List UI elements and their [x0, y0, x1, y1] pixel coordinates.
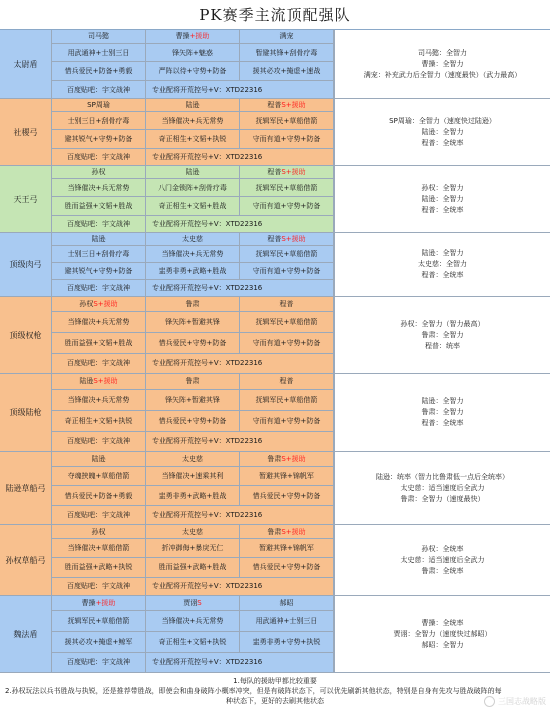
- skill-cell: 夺魂挟魄+草船借箭: [52, 467, 146, 487]
- general-name: [146, 374, 240, 390]
- assist-tag: S+援助: [281, 454, 306, 463]
- team-block: [0, 297, 550, 374]
- skill-cell: 盅勇非勇+守势+执锐: [240, 632, 334, 653]
- team-notes: [334, 297, 550, 373]
- note-line: 陆逊：全智力: [421, 397, 464, 405]
- team-name: 顶级肉弓: [0, 233, 52, 296]
- skill-cell: 奇正相生+文韬+执锐: [52, 411, 146, 432]
- team-name: 社稷弓: [0, 99, 52, 165]
- general-label: 鲁肃: [185, 377, 200, 386]
- skill-cell: 胜而益强+武略+执锐: [52, 558, 146, 577]
- skill-cell: 抚辑军民+草船借箭: [240, 390, 334, 411]
- skill-cell: 士别三日+刮骨疗毒: [52, 112, 146, 130]
- note-line: 程普：全统率: [421, 271, 464, 279]
- note-line: 程普：全统率: [421, 205, 464, 214]
- general-name: [52, 30, 146, 44]
- general-label: 满宠: [279, 32, 294, 41]
- team-grid: [52, 30, 334, 98]
- general-name: [52, 166, 146, 179]
- note-line: 司马懿：全智力: [418, 48, 467, 57]
- skill-cell: 暂避其锋+锦帆军: [240, 539, 334, 558]
- skill-cell: 守而有道+守势+防备: [240, 333, 334, 354]
- promo-contact: 专业配将开荒控号+V：XTD22316: [146, 354, 334, 374]
- skill-cell: 惜兵爱民+防备+勇毅: [52, 62, 146, 81]
- assist-tag: +援助: [189, 32, 210, 41]
- note-line: 鲁肃：全智力（速度最快）: [400, 494, 485, 503]
- general-label: 太史慈: [182, 234, 203, 243]
- team-name: 孙权草船弓: [0, 525, 52, 595]
- watermark-logo-icon: [484, 696, 495, 707]
- skill-cell: 守而有道+守势+防备: [240, 130, 334, 148]
- skill-cell: 援其必攻+掩虚+速战: [240, 62, 334, 81]
- skill-cell: 暂避其锋+锦帆军: [240, 467, 334, 487]
- general-label: 曹操: [175, 32, 190, 41]
- team-notes: [334, 452, 550, 524]
- note-line: 孙权：全统率: [421, 544, 464, 553]
- skill-cell: 避其锐气+守势+防备: [52, 263, 146, 280]
- assist-tag: S+援助: [281, 101, 306, 110]
- footer-line-2: 2.孙权玩法以兵书胜战与执锐，还是推荐带胜战，即使会和曲身破阵小概率冲突，但是有破阵状态下，可以优先刷新其他状态，特别是自身有先攻与胜战破阵的每: [5, 687, 502, 695]
- tieba-credit: 百度贴吧：宇文战神: [52, 432, 146, 452]
- general-label: 曹操: [81, 599, 96, 608]
- assist-tag: +援助: [95, 599, 116, 608]
- general-name: [240, 525, 334, 539]
- skill-cell: 守而有道+守势+防备: [240, 197, 334, 215]
- general-name: [240, 233, 334, 246]
- skill-cell: 胜而益强+文韬+胜战: [52, 333, 146, 354]
- note-line: 孙权：全智力: [421, 183, 464, 192]
- footer-line-3: 种状态下，更好的去刷其他状态: [226, 697, 324, 705]
- general-name: [240, 297, 334, 312]
- page-title: PK赛季主流顶配强队: [0, 0, 550, 30]
- assist-tag: S+援助: [281, 527, 306, 536]
- skill-cell: 锋矢阵+暂避其锋: [146, 312, 240, 333]
- general-label: 程普: [267, 101, 282, 110]
- skill-cell: 惜兵爱民+守势+防备: [146, 333, 240, 354]
- general-name: [146, 596, 240, 611]
- note-line: 太史慈：适当速度后全武力: [400, 555, 485, 564]
- note-line: 太史慈：适当速度后全武力: [400, 483, 485, 492]
- team-notes: [334, 596, 550, 672]
- note-line: 太史慈：全智力: [418, 260, 467, 268]
- team-name: 魏法盾: [0, 596, 52, 672]
- team-block: [0, 30, 550, 99]
- note-line: SP周瑜：全智力（速度快过陆逊）: [389, 116, 496, 125]
- team-block: [0, 99, 550, 166]
- promo-contact: 专业配将开荒控号+V：XTD22316: [146, 81, 334, 99]
- general-name: [146, 452, 240, 467]
- general-name: [52, 452, 146, 467]
- note-line: 曹操：全统率: [421, 618, 464, 627]
- promo-contact: 专业配将开荒控号+V：XTD22316: [146, 280, 334, 297]
- skill-cell: 惜兵爱民+守势+防备: [146, 411, 240, 432]
- skill-cell: 严阵以待+守势+防备: [146, 62, 240, 81]
- general-name: [52, 525, 146, 539]
- skill-cell: 当锋催决+兵无常势: [52, 390, 146, 411]
- tieba-credit: 百度贴吧：宇文战神: [52, 81, 146, 99]
- note-line: 陆逊：全智力: [421, 249, 464, 257]
- note-line: 程普：全统率: [421, 138, 464, 147]
- team-block: [0, 374, 550, 452]
- note-line: 贾诩：全智力（速度快过郝昭）: [393, 629, 492, 638]
- general-name: [52, 233, 146, 246]
- note-line: 程普：统率: [425, 341, 460, 350]
- skill-cell: 锋矢阵+暂避其锋: [146, 390, 240, 411]
- skill-cell: 抚辑军民+草船借箭: [52, 611, 146, 632]
- promo-contact: 专业配将开荒控号+V：XTD22316: [146, 432, 334, 452]
- skill-cell: 当锋催决+兵无常势: [146, 112, 240, 130]
- team-name: 太尉盾: [0, 30, 52, 98]
- skill-cell: 暂避其锋+刮骨疗毒: [240, 44, 334, 63]
- skill-cell: 抚辑军民+草船借箭: [240, 312, 334, 333]
- note-line: 陆逊：统率（智力比鲁肃低一点后全统率）: [376, 472, 509, 481]
- general-label: 程普: [267, 168, 282, 177]
- skill-cell: 当锋催决+兵无常势: [146, 611, 240, 632]
- tieba-credit: 百度贴吧：宇文战神: [52, 653, 146, 673]
- team-grid: [52, 233, 334, 296]
- general-label: 孙权: [91, 527, 106, 536]
- team-block: [0, 233, 550, 297]
- general-label: 程普: [267, 234, 282, 243]
- tieba-credit: 百度贴吧：宇文战神: [52, 506, 146, 525]
- promo-contact: 专业配将开荒控号+V：XTD22316: [146, 149, 334, 166]
- team-name: 陆逊草船弓: [0, 452, 52, 524]
- promo-contact: 专业配将开荒控号+V：XTD22316: [146, 506, 334, 525]
- team-grid: [52, 166, 334, 232]
- team-name: 顶级陆枪: [0, 374, 52, 451]
- team-grid: [52, 297, 334, 373]
- team-notes: [334, 525, 550, 595]
- general-name: [146, 166, 240, 179]
- footer-line-1: 1.每队的援助甲都比较重要: [233, 677, 317, 685]
- general-name: [240, 452, 334, 467]
- general-name: [146, 297, 240, 312]
- promo-contact: 专业配将开荒控号+V：XTD22316: [146, 216, 334, 233]
- assist-tag: S+援助: [93, 377, 118, 386]
- skill-cell: 当锋催决+兵无常势: [146, 246, 240, 263]
- tieba-credit: 百度贴吧：宇文战神: [52, 578, 146, 596]
- skill-cell: 当锋催决+草船借箭: [52, 539, 146, 558]
- skill-cell: 抚辑军民+草船借箭: [240, 112, 334, 130]
- note-line: 鲁肃：全智力: [421, 408, 464, 416]
- general-label: 陆逊: [79, 377, 94, 386]
- general-name: [240, 166, 334, 179]
- skill-cell: 折冲御侮+暴戾无仁: [146, 539, 240, 558]
- team-notes: [334, 30, 550, 98]
- general-name: [146, 30, 240, 44]
- tieba-credit: 百度贴吧：宇文战神: [52, 216, 146, 233]
- skill-cell: 用武通神+士别三日: [240, 611, 334, 632]
- tieba-credit: 百度贴吧：宇文战神: [52, 280, 146, 297]
- general-name: [240, 596, 334, 611]
- assist-tag: S+援助: [281, 234, 306, 243]
- skill-cell: 当锋催决+兵无常势: [52, 312, 146, 333]
- general-label: 郝昭: [279, 599, 294, 608]
- promo-contact: 专业配将开荒控号+V：XTD22316: [146, 653, 334, 673]
- note-line: 满宠：补充武力后全智力（速度最快）（武力最高）: [363, 70, 522, 79]
- general-name: [240, 30, 334, 44]
- team-block: [0, 596, 550, 673]
- general-label: 贾诩: [183, 599, 198, 608]
- note-line: 曹操：全智力: [421, 59, 464, 68]
- assist-tag: S+援助: [281, 168, 306, 177]
- skill-cell: 士别三日+刮骨疗毒: [52, 246, 146, 263]
- general-name: [146, 525, 240, 539]
- general-name: [52, 99, 146, 112]
- skill-cell: 抚辑军民+草船借箭: [240, 246, 334, 263]
- team-grid: [52, 452, 334, 524]
- team-name: 顶级权枪: [0, 297, 52, 373]
- team-grid: [52, 596, 334, 672]
- general-label: 鲁肃: [267, 454, 282, 463]
- skill-cell: 当锋催决+兵无常势: [52, 179, 146, 197]
- skill-cell: 盅勇非勇+武略+胜战: [146, 263, 240, 280]
- team-notes: [334, 374, 550, 451]
- skill-cell: 守而有道+守势+防备: [240, 411, 334, 432]
- general-label: SP周瑜: [87, 101, 110, 110]
- skill-cell: 奇正相生+文韬+胜战: [146, 197, 240, 215]
- general-label: 陆逊: [185, 101, 200, 110]
- team-block: [0, 166, 550, 233]
- skill-cell: 援其必攻+掩虚+鲸军: [52, 632, 146, 653]
- general-name: [52, 596, 146, 611]
- note-line: 鲁肃：全统率: [421, 566, 464, 575]
- watermark-text: 三国志战略版: [498, 697, 546, 706]
- assist-tag: S+援助: [93, 300, 118, 309]
- tieba-credit: 百度贴吧：宇文战神: [52, 354, 146, 374]
- skill-cell: 奇正相生+文韬+执锐: [146, 130, 240, 148]
- skill-cell: 惜兵爱民+防备+勇毅: [52, 486, 146, 506]
- general-label: 太史慈: [182, 454, 203, 463]
- tieba-credit: 百度贴吧：宇文战神: [52, 149, 146, 166]
- note-line: 郝昭：全智力: [421, 640, 464, 649]
- general-label: 鲁肃: [267, 527, 282, 536]
- note-line: 程普：全统率: [421, 419, 464, 427]
- team-notes: [334, 166, 550, 232]
- team-grid: [52, 374, 334, 451]
- team-notes: [334, 99, 550, 165]
- general-name: [240, 374, 334, 390]
- skill-cell: 奇正相生+文韬+执锐: [146, 632, 240, 653]
- team-grid: [52, 99, 334, 165]
- skill-cell: 抚辑军民+草船借箭: [240, 179, 334, 197]
- team-grid: [52, 525, 334, 595]
- assist-tag: S: [197, 599, 202, 608]
- note-line: 孙权：全智力（智力最高）: [400, 319, 485, 328]
- skill-cell: 胜而益强+武略+胜战: [146, 558, 240, 577]
- skill-cell: 盅勇非勇+武略+胜战: [146, 486, 240, 506]
- general-name: [52, 374, 146, 390]
- promo-contact: 专业配将开荒控号+V：XTD22316: [146, 578, 334, 596]
- note-line: 陆逊：全智力: [421, 127, 464, 136]
- watermark: [484, 696, 546, 707]
- skill-cell: 避其锐气+守势+防备: [52, 130, 146, 148]
- general-label: 司马懿: [88, 32, 109, 41]
- note-line: 陆逊：全智力: [421, 194, 464, 203]
- skill-cell: 用武通神+士别三日: [52, 44, 146, 63]
- team-notes: [334, 233, 550, 296]
- team-block: [0, 452, 550, 525]
- general-label: 陆逊: [91, 454, 106, 463]
- general-label: 陆逊: [185, 168, 200, 177]
- skill-cell: 惜兵爱民+守势+防备: [240, 486, 334, 506]
- general-label: 鲁肃: [185, 300, 200, 309]
- general-name: [146, 233, 240, 246]
- team-name: 天王弓: [0, 166, 52, 232]
- footer-notes: [0, 673, 550, 713]
- general-label: 程普: [279, 300, 294, 309]
- skill-cell: 惜兵爱民+守势+防备: [240, 558, 334, 577]
- skill-cell: 八门金锁阵+刮骨疗毒: [146, 179, 240, 197]
- skill-cell: 当锋催决+速乘其利: [146, 467, 240, 487]
- general-label: 太史慈: [182, 527, 203, 536]
- general-label: 孙权: [91, 168, 106, 177]
- general-label: 孙权: [79, 300, 94, 309]
- team-block: [0, 525, 550, 596]
- skill-cell: 守而有道+守势+防备: [240, 263, 334, 280]
- general-name: [240, 99, 334, 112]
- general-name: [52, 297, 146, 312]
- note-line: 鲁肃：全智力: [421, 330, 464, 339]
- general-name: [146, 99, 240, 112]
- skill-cell: 胜而益强+文韬+胜战: [52, 197, 146, 215]
- skill-cell: 锋矢阵+魅惑: [146, 44, 240, 63]
- general-label: 陆逊: [91, 234, 106, 243]
- general-label: 程普: [279, 377, 294, 386]
